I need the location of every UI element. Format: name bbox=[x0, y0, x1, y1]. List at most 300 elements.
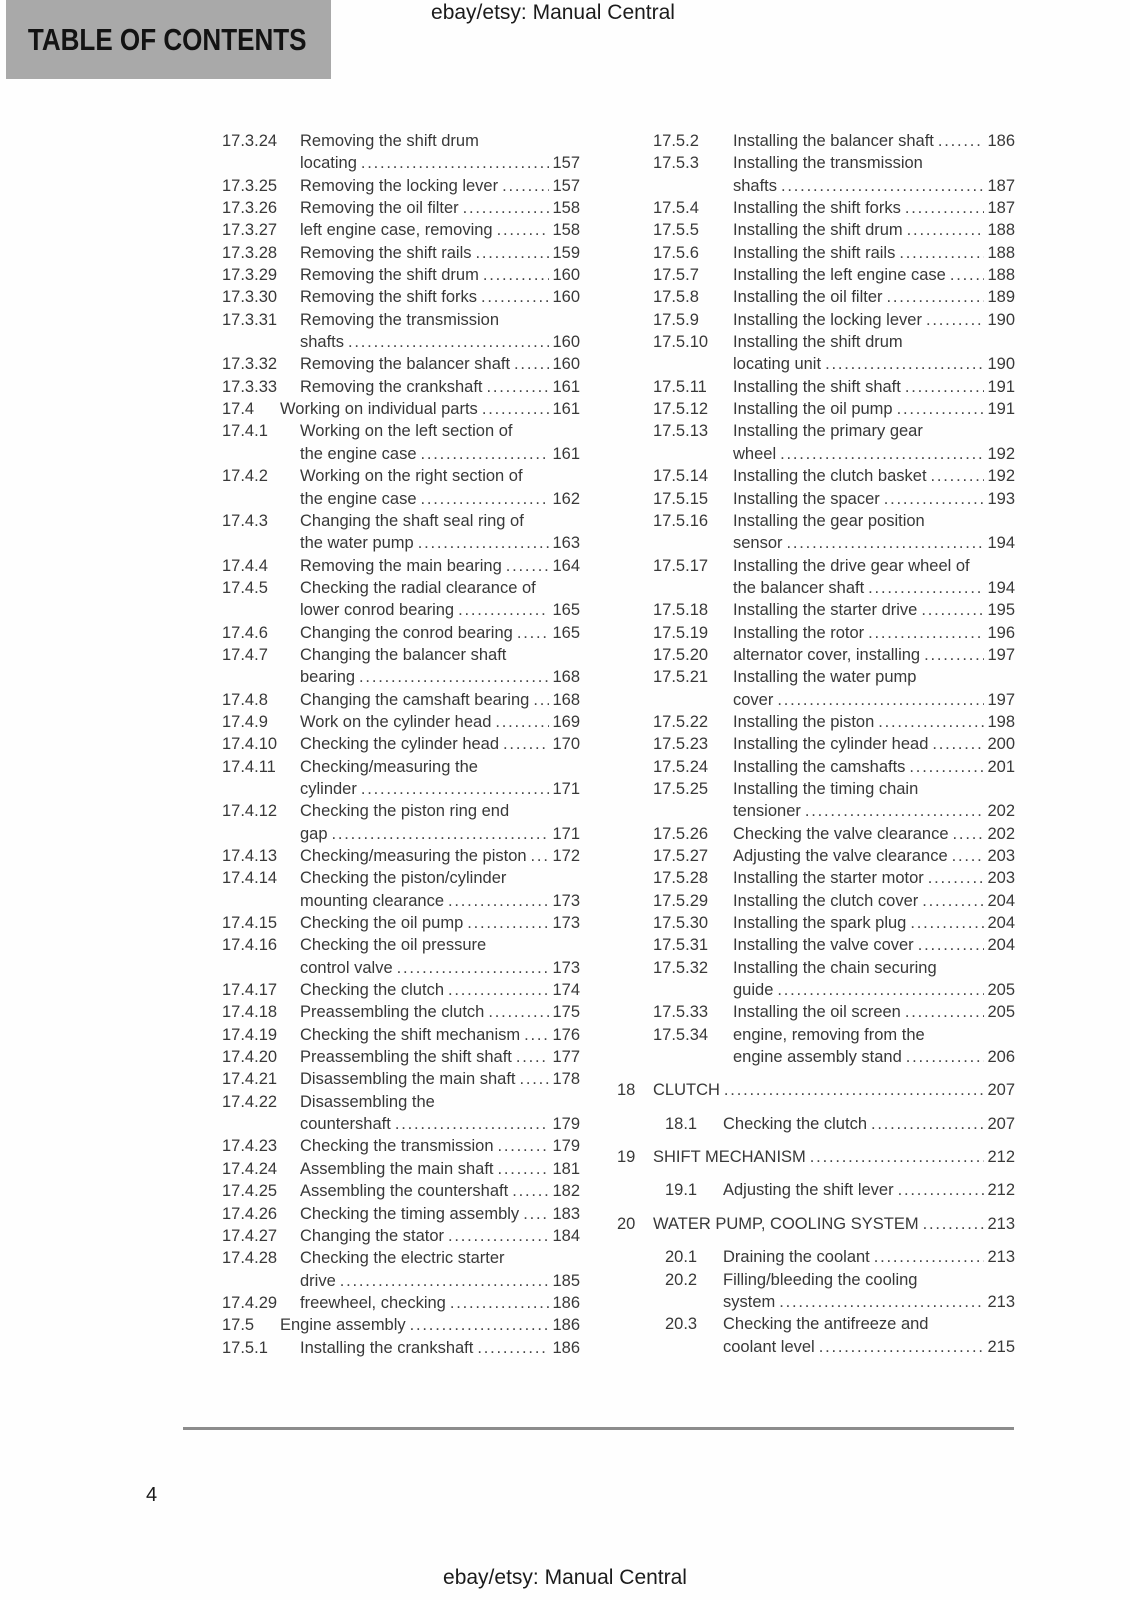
toc-entry-page: 187 bbox=[987, 176, 1015, 195]
toc-entry-title-line: Installing the chain securing bbox=[733, 958, 937, 977]
toc-entry bbox=[617, 398, 1015, 420]
dot-leader bbox=[361, 152, 550, 174]
toc-entry-number: 17.5.18 bbox=[653, 601, 709, 620]
toc-entry-line bbox=[222, 733, 580, 755]
toc-entry bbox=[222, 309, 580, 354]
toc-entry-line bbox=[617, 599, 1015, 621]
toc-entry-number: 17.4.25 bbox=[222, 1182, 278, 1201]
dot-leader bbox=[463, 197, 550, 219]
toc-entry-number: 17.5.32 bbox=[653, 958, 709, 977]
toc-entry bbox=[617, 420, 1015, 465]
toc-entry-number: 17.5.21 bbox=[653, 668, 709, 687]
toc-entry-page: 162 bbox=[552, 489, 580, 508]
toc-entry-number bbox=[222, 488, 300, 510]
dot-leader bbox=[397, 957, 550, 979]
toc-entry-page: 193 bbox=[987, 489, 1015, 508]
toc-entry-line bbox=[222, 756, 580, 778]
dot-leader bbox=[905, 376, 985, 398]
toc-entry-number: 17.4.17 bbox=[222, 981, 278, 1000]
dot-leader bbox=[932, 733, 984, 755]
dot-leader bbox=[871, 1113, 984, 1135]
toc-entry bbox=[617, 1246, 1015, 1268]
toc-entry-number bbox=[222, 823, 300, 845]
toc-entry-page: 200 bbox=[987, 735, 1015, 754]
toc-entry-number: 17.5.20 bbox=[653, 645, 709, 664]
dot-leader bbox=[884, 488, 985, 510]
toc-entry-number: 17.3.28 bbox=[222, 243, 278, 262]
toc-entry-number: 17.5.19 bbox=[653, 623, 709, 642]
toc-entry-number: 17.3.25 bbox=[222, 176, 278, 195]
dot-leader bbox=[448, 979, 549, 1001]
toc-entry-title-line: locating unit bbox=[733, 355, 822, 374]
toc-entry-line bbox=[617, 331, 1015, 353]
toc-entry-number: 20.1 bbox=[665, 1248, 698, 1267]
toc-entry-page: 183 bbox=[552, 1204, 580, 1223]
toc-entry-number: 17.4.26 bbox=[222, 1204, 278, 1223]
toc-entry-title-line: Installing the shift rails bbox=[733, 243, 896, 262]
toc-entry bbox=[617, 845, 1015, 867]
toc-entry-title-line: wheel bbox=[733, 444, 777, 463]
dot-leader bbox=[482, 398, 550, 420]
toc-entry-page: 198 bbox=[987, 712, 1015, 731]
dot-leader bbox=[503, 733, 549, 755]
dot-leader bbox=[520, 1068, 550, 1090]
toc-entry-number: 17.4.6 bbox=[222, 623, 268, 642]
toc-entry-page: 182 bbox=[552, 1182, 580, 1201]
toc-entry bbox=[222, 1068, 580, 1090]
toc-entry-page: 191 bbox=[987, 377, 1015, 396]
toc-entry-line bbox=[617, 152, 1015, 174]
toc-entry-line bbox=[222, 1180, 580, 1202]
toc-entry-number: 17.5.24 bbox=[653, 757, 709, 776]
toc-entry-title-line: Checking the piston/cylinder bbox=[300, 869, 507, 888]
toc-entry-title-line: Installing the cylinder head bbox=[733, 735, 929, 754]
toc-entry-title-line: Filling/bleeding the cooling bbox=[723, 1270, 918, 1289]
toc-entry-page: 157 bbox=[552, 154, 580, 173]
toc-entry-page: 181 bbox=[552, 1159, 580, 1178]
toc-entry-line bbox=[617, 219, 1015, 241]
toc-entry-number: 17.4.20 bbox=[222, 1048, 278, 1067]
dot-leader bbox=[421, 488, 550, 510]
toc-entry-title-line: Changing the balancer shaft bbox=[300, 645, 507, 664]
dot-leader bbox=[825, 353, 984, 375]
toc-entry bbox=[222, 867, 580, 912]
toc-entry-title-line: engine, removing from the bbox=[733, 1025, 925, 1044]
toc-entry-number: 17.5.13 bbox=[653, 422, 709, 441]
toc-entry-page: 194 bbox=[987, 578, 1015, 597]
toc-entry-line bbox=[617, 353, 1015, 375]
toc-entry-page: 174 bbox=[552, 981, 580, 1000]
toc-entry-title-line: Checking the clutch bbox=[300, 981, 444, 1000]
toc-entry-title-line: Changing the shaft seal ring of bbox=[300, 511, 524, 530]
toc-entry bbox=[617, 1213, 1015, 1235]
toc-column-right bbox=[617, 130, 1015, 1358]
toc-entry-number: 17.4.12 bbox=[222, 802, 278, 821]
toc-entry bbox=[617, 957, 1015, 1002]
toc-entry bbox=[222, 711, 580, 733]
toc-entry-page: 207 bbox=[987, 1114, 1015, 1133]
toc-entry-page: 172 bbox=[552, 847, 580, 865]
toc-entry bbox=[617, 1313, 1015, 1358]
toc-entry bbox=[617, 823, 1015, 845]
toc-entry-page: 179 bbox=[552, 1115, 580, 1134]
toc-entry-number: 17.5.17 bbox=[653, 556, 709, 575]
dot-leader bbox=[348, 331, 549, 353]
toc-entry bbox=[617, 666, 1015, 711]
toc-entry-title-line: Changing the stator bbox=[300, 1226, 445, 1245]
toc-entry-page: 163 bbox=[552, 534, 580, 553]
toc-entry-page: 206 bbox=[987, 1048, 1015, 1067]
toc-entry bbox=[617, 152, 1015, 197]
toc-entry bbox=[222, 800, 580, 845]
toc-entry bbox=[222, 1046, 580, 1068]
toc-entry bbox=[222, 1203, 580, 1225]
toc-entry-page: 196 bbox=[987, 623, 1015, 642]
toc-entry-title-line: Working on individual parts bbox=[280, 400, 478, 419]
toc-entry-number bbox=[665, 1291, 723, 1313]
toc-entry-title-line: Checking the cylinder head bbox=[300, 735, 500, 754]
toc-entry-title-line: system bbox=[723, 1292, 776, 1311]
toc-entry bbox=[617, 197, 1015, 219]
dot-leader bbox=[517, 622, 550, 644]
toc-entry-title-line: Disassembling the bbox=[300, 1092, 435, 1111]
dot-leader bbox=[905, 1001, 985, 1023]
toc-entry-line bbox=[222, 689, 580, 711]
toc-entry-line bbox=[617, 488, 1015, 510]
toc-entry-page: 190 bbox=[987, 355, 1015, 374]
toc-entry-number: 17.5.16 bbox=[653, 511, 709, 530]
toc-entry bbox=[222, 465, 580, 510]
toc-entry-title-line: Installing the primary gear bbox=[733, 422, 923, 441]
toc-entry bbox=[222, 1001, 580, 1023]
toc-entry-number: 17.5.7 bbox=[653, 266, 699, 285]
toc-entry bbox=[617, 555, 1015, 600]
toc-entry-page: 213 bbox=[987, 1248, 1015, 1267]
toc-entry-line bbox=[617, 420, 1015, 442]
toc-entry-number bbox=[222, 890, 300, 912]
toc-entry bbox=[617, 756, 1015, 778]
toc-entry bbox=[222, 1314, 580, 1336]
dot-leader bbox=[514, 353, 549, 375]
toc-entry-page: 171 bbox=[552, 824, 580, 843]
toc-entry-title-line: Removing the main bearing bbox=[300, 556, 502, 575]
toc-entry-title-line: countershaft bbox=[300, 1115, 391, 1134]
toc-entry-number: 17.4.8 bbox=[222, 690, 268, 709]
dot-leader bbox=[907, 219, 985, 241]
toc-entry bbox=[222, 242, 580, 264]
toc-entry-number bbox=[222, 443, 300, 465]
toc-entry bbox=[617, 599, 1015, 621]
toc-entry-title-line: Installing the oil pump bbox=[733, 400, 893, 419]
toc-entry-line bbox=[222, 1046, 580, 1068]
dot-leader bbox=[781, 175, 984, 197]
dot-leader bbox=[450, 1292, 550, 1314]
toc-entry-page: 205 bbox=[987, 1003, 1015, 1022]
toc-entry-line bbox=[617, 778, 1015, 800]
toc-entry-number: 17.4.7 bbox=[222, 645, 268, 664]
dot-leader bbox=[777, 689, 984, 711]
toc-entry bbox=[222, 1158, 580, 1180]
toc-entry-title-line: tensioner bbox=[733, 802, 801, 821]
toc-entry bbox=[222, 1292, 580, 1314]
toc-entry-page: 168 bbox=[552, 690, 580, 709]
toc-entry-line bbox=[222, 443, 580, 465]
toc-entry-line bbox=[222, 465, 580, 487]
toc-entry-page: 158 bbox=[552, 199, 580, 218]
toc-entry-title-line: Installing the oil screen bbox=[733, 1003, 901, 1022]
dot-leader bbox=[516, 1046, 550, 1068]
toc-entry-number: 17.3.33 bbox=[222, 377, 278, 396]
toc-entry-title-line: Installing the clutch basket bbox=[733, 467, 927, 486]
toc-entry-number: 17.5.8 bbox=[653, 288, 699, 307]
toc-entry-line bbox=[222, 1247, 580, 1269]
toc-entry-number: 17.3.29 bbox=[222, 266, 278, 285]
toc-entry-number: 17.5.33 bbox=[653, 1003, 709, 1022]
toc-entry-number: 17.4.27 bbox=[222, 1226, 278, 1245]
toc-entry-number bbox=[653, 1046, 733, 1068]
toc-entry bbox=[617, 1146, 1015, 1168]
toc-entry-title-line: lower conrod bearing bbox=[300, 601, 455, 620]
toc-entry-line bbox=[617, 711, 1015, 733]
toc-entry-title-line: Checking the electric starter bbox=[300, 1249, 505, 1268]
toc-entry-line bbox=[222, 219, 580, 241]
page-number: 4 bbox=[146, 1484, 158, 1506]
toc-entry-number: 17.4.11 bbox=[222, 757, 276, 776]
toc-entry bbox=[222, 1135, 580, 1157]
toc-entry-title-line: Removing the oil filter bbox=[300, 199, 459, 218]
toc-entry-title-line: Installing the gear position bbox=[733, 511, 925, 530]
toc-entry-title-line: freewheel, checking bbox=[300, 1293, 446, 1312]
toc-entry-number: 17.5.3 bbox=[653, 154, 699, 173]
toc-entry-line bbox=[222, 331, 580, 353]
toc-entry-title-line: cover bbox=[733, 690, 774, 709]
toc-entry-title-line: Installing the starter drive bbox=[733, 601, 918, 620]
toc-entry-page: 173 bbox=[552, 914, 580, 933]
toc-entry-number: 17.5.27 bbox=[653, 847, 709, 865]
toc-entry-line bbox=[222, 845, 580, 867]
toc-entry-line bbox=[617, 823, 1015, 845]
dot-leader bbox=[899, 242, 984, 264]
toc-entry-number: 17.5.34 bbox=[653, 1025, 709, 1044]
toc-entry-number: 17.4.14 bbox=[222, 869, 278, 888]
toc-entry-page: 161 bbox=[552, 444, 580, 463]
toc-entry-line bbox=[222, 1001, 580, 1023]
toc-entry-title-line: Removing the crankshaft bbox=[300, 377, 483, 396]
toc-entry-page: 185 bbox=[552, 1271, 580, 1290]
toc-entry-line bbox=[222, 867, 580, 889]
toc-entry-page: 177 bbox=[552, 1048, 580, 1067]
toc-entry-title-line: Installing the balancer shaft bbox=[733, 132, 934, 150]
dot-leader bbox=[819, 1336, 985, 1358]
toc-entry-line bbox=[222, 152, 580, 174]
toc-entry-line bbox=[222, 711, 580, 733]
toc-entry-page: 191 bbox=[987, 400, 1015, 419]
toc-entry-line bbox=[617, 197, 1015, 219]
dot-leader bbox=[332, 823, 550, 845]
toc-entry-title-line: Installing the clutch cover bbox=[733, 891, 919, 910]
dot-leader bbox=[918, 934, 985, 956]
toc-entry-page: 186 bbox=[552, 1293, 580, 1312]
toc-entry bbox=[222, 979, 580, 1001]
toc-entry-line bbox=[617, 1246, 1015, 1268]
dot-leader bbox=[952, 845, 985, 867]
toc-entry-line bbox=[617, 1046, 1015, 1068]
toc-entry-number: 17.5.11 bbox=[653, 377, 707, 396]
toc-entry-number bbox=[222, 1270, 300, 1292]
toc-entry-number: 17.4.29 bbox=[222, 1293, 278, 1312]
toc-entry bbox=[222, 398, 580, 420]
toc-entry-line bbox=[222, 1068, 580, 1090]
toc-entry-line bbox=[222, 778, 580, 800]
dot-leader bbox=[931, 465, 985, 487]
dot-leader bbox=[805, 800, 985, 822]
toc-entry-line bbox=[617, 1313, 1015, 1335]
toc-entry-line bbox=[617, 845, 1015, 867]
toc-entry-title-line: alternator cover, installing bbox=[733, 645, 921, 664]
toc-entry-title-line: Installing the transmission bbox=[733, 154, 923, 173]
toc-entry-number: 17.4.15 bbox=[222, 914, 278, 933]
toc-entry-number: 17.4.10 bbox=[222, 735, 278, 754]
toc-entry-number: 19 bbox=[617, 1148, 636, 1167]
toc-entry bbox=[222, 912, 580, 934]
toc-entry-line bbox=[222, 890, 580, 912]
dot-leader bbox=[921, 599, 984, 621]
toc-entry bbox=[222, 1180, 580, 1202]
toc-entry-line bbox=[222, 376, 580, 398]
dot-leader bbox=[787, 532, 985, 554]
toc-entry-title-line: Checking the transmission bbox=[300, 1137, 494, 1156]
toc-entry-title-line: Checking the radial clearance of bbox=[300, 578, 536, 597]
dot-leader bbox=[524, 1024, 549, 1046]
dot-leader bbox=[724, 1079, 985, 1101]
toc-entry-line bbox=[222, 577, 580, 599]
toc-entry bbox=[617, 376, 1015, 398]
toc-entry bbox=[617, 465, 1015, 487]
toc-entry-line bbox=[222, 353, 580, 375]
toc-entry-number: 17.5.26 bbox=[653, 824, 709, 843]
toc-entry-line bbox=[222, 242, 580, 264]
toc-entry-number bbox=[222, 1113, 300, 1135]
toc-entry-page: 165 bbox=[552, 601, 580, 620]
dot-leader bbox=[910, 912, 984, 934]
toc-entry bbox=[617, 778, 1015, 823]
toc-entry-number: 17.5.15 bbox=[653, 489, 709, 508]
toc-entry-title-line: Assembling the countershaft bbox=[300, 1182, 509, 1201]
dot-leader bbox=[410, 1314, 550, 1336]
dot-leader bbox=[906, 1046, 985, 1068]
toc-entry-page: 188 bbox=[987, 266, 1015, 285]
toc-entry-page: 165 bbox=[552, 623, 580, 642]
toc-entry-title-line: Installing the water pump bbox=[733, 668, 917, 687]
dot-leader bbox=[887, 286, 985, 308]
toc-entry-title-line: coolant level bbox=[723, 1337, 815, 1356]
toc-entry bbox=[617, 242, 1015, 264]
toc-entry-title-line: Adjusting the valve clearance bbox=[733, 847, 948, 865]
toc-entry-number bbox=[653, 800, 733, 822]
toc-entry-page: 188 bbox=[987, 243, 1015, 262]
toc-entry-page: 189 bbox=[987, 288, 1015, 307]
toc-entry-number: 17.4.9 bbox=[222, 712, 268, 731]
toc-entry-title-line: Assembling the main shaft bbox=[300, 1159, 494, 1178]
toc-entry-line bbox=[617, 1213, 1015, 1235]
toc-entry-number: 17.5 bbox=[222, 1316, 255, 1335]
toc-entry-page: 160 bbox=[552, 355, 580, 374]
toc-entry-line bbox=[222, 1135, 580, 1157]
dot-leader bbox=[938, 130, 985, 152]
dot-leader bbox=[498, 1135, 550, 1157]
toc-entry-line bbox=[222, 130, 580, 152]
toc-entry bbox=[222, 689, 580, 711]
toc-entry bbox=[617, 867, 1015, 889]
toc-entry bbox=[222, 197, 580, 219]
toc-entry-title-line: Removing the locking lever bbox=[300, 176, 499, 195]
toc-entry-title-line: Working on the right section of bbox=[300, 467, 523, 486]
toc-entry-number bbox=[653, 577, 733, 599]
toc-entry-title-line: CLUTCH bbox=[653, 1081, 720, 1100]
toc-entry-page: 178 bbox=[552, 1070, 580, 1089]
toc-entry bbox=[222, 644, 580, 689]
toc-entry-line bbox=[222, 912, 580, 934]
toc-entry-number: 17.3.24 bbox=[222, 132, 278, 150]
toc-entry-number: 17.5.2 bbox=[653, 132, 699, 150]
toc-entry-page: 175 bbox=[552, 1003, 580, 1022]
toc-entry-number bbox=[222, 331, 300, 353]
toc-entry-line bbox=[222, 264, 580, 286]
toc-entry-page: 207 bbox=[987, 1081, 1015, 1100]
toc-entry-title-line: Installing the left engine case bbox=[733, 266, 946, 285]
toc-entry-line bbox=[617, 733, 1015, 755]
dot-leader bbox=[909, 756, 984, 778]
toc-entry-number: 17.5.23 bbox=[653, 735, 709, 754]
toc-entry-title-line: Installing the shift forks bbox=[733, 199, 901, 218]
toc-entry-line bbox=[222, 532, 580, 554]
toc-entry-line bbox=[222, 1024, 580, 1046]
toc-entry-page: 186 bbox=[552, 1316, 580, 1335]
toc-entry bbox=[222, 934, 580, 979]
toc-entry-title-line: Draining the coolant bbox=[723, 1248, 870, 1267]
toc-entry-number: 17.4.1 bbox=[222, 422, 268, 441]
toc-entry bbox=[617, 331, 1015, 376]
toc-entry-title-line: WATER PUMP, COOLING SYSTEM bbox=[653, 1214, 919, 1233]
toc-entry-title-line: locating bbox=[300, 154, 357, 173]
toc-entry bbox=[617, 488, 1015, 510]
toc-entry bbox=[222, 219, 580, 241]
toc-entry-line bbox=[222, 420, 580, 442]
toc-entry bbox=[617, 1001, 1015, 1023]
toc-entry-line bbox=[617, 1001, 1015, 1023]
toc-entry-number: 17.4.3 bbox=[222, 511, 268, 530]
toc-entry-number: 17.4.2 bbox=[222, 467, 268, 486]
dot-leader bbox=[777, 979, 984, 1001]
toc-entry-line bbox=[617, 912, 1015, 934]
toc-entry-title-line: Installing the drive gear wheel of bbox=[733, 556, 970, 575]
dot-leader bbox=[476, 242, 550, 264]
toc-entry bbox=[222, 1337, 580, 1359]
footer-doc-title: ebay/etsy: Manual Central bbox=[443, 1566, 687, 1589]
toc-entry bbox=[617, 130, 1015, 152]
toc-entry-line bbox=[617, 130, 1015, 152]
toc-entry-number bbox=[222, 532, 300, 554]
toc-entry-line bbox=[617, 1291, 1015, 1313]
toc-entry-title-line: Changing the camshaft bearing bbox=[300, 690, 530, 709]
toc-entry-number: 17.4.16 bbox=[222, 936, 278, 955]
toc-entry-title-line: control valve bbox=[300, 958, 393, 977]
toc-entry-title-line: shafts bbox=[733, 176, 778, 195]
toc-entry-line bbox=[222, 1337, 580, 1359]
toc-entry-title-line: Disassembling the main shaft bbox=[300, 1070, 516, 1089]
dot-leader bbox=[448, 1225, 549, 1247]
toc-entry-line bbox=[617, 376, 1015, 398]
